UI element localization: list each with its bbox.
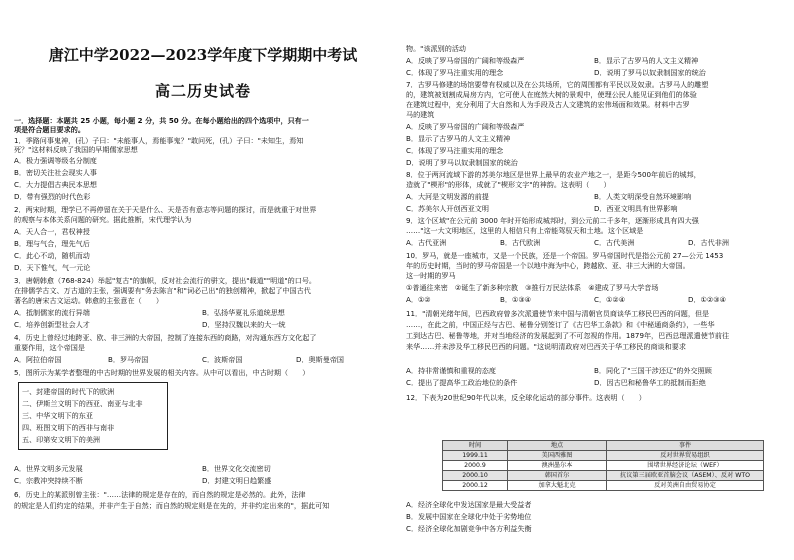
option: D．带有强烈的时代色彩	[14, 192, 91, 201]
option: A．世界文明多元发展	[14, 464, 83, 473]
option: A．阿拉伯帝国	[14, 355, 62, 364]
list-item: 三、中华文明下的东亚	[22, 411, 93, 420]
question-6-cont: 的规定是人们约定的结果，并非产生于自然；而自然的规定则是在先的，并非约定出来的"，据此可知	[14, 501, 330, 510]
option: A．持非常谨慎和重视的态度	[406, 366, 496, 375]
option: B．理与气合，理先气后	[14, 239, 90, 248]
table-cell: 澳洲墨尔本	[508, 461, 607, 471]
question-3-cont: 在排儒学古文、万古道的主张，强调要有"务去陈言"和"词必己出"的独创精神，掀起了中国古代	[14, 286, 311, 295]
option: A．反映了罗马帝国的广阔和等级森严	[406, 56, 525, 65]
question-6: 6．历史上的某派别曾主张："……法律的规定是存在的，而自然的规定是必然的。此外，法律	[14, 490, 306, 499]
question-4-cont: 重要作用，这个帝国是	[14, 343, 85, 352]
option: C．培养创新型社会人才	[14, 320, 90, 329]
exam-title: 唐江中学2022—2023学年度下学期期中考试	[48, 46, 358, 64]
question-11-cont: ……，在此之前，中国正经与古巴、秘鲁分别签订了《古巴华工条款》和《中秘通商条约》，一些华	[406, 320, 715, 329]
option: D．因古巴和秘鲁华工的抵制而拒绝	[594, 378, 706, 387]
option: D．西亚文明具有世界影响	[594, 204, 678, 213]
question-7: 7．古罗马修建的场馆要带有权威以及在公共场所，它的周围都有平民以及奴隶。古罗马人的雕塑	[406, 80, 709, 89]
option: A．极力强调等级名分制度	[14, 156, 97, 165]
option: D．说明了罗马以奴隶制国家的统治	[594, 68, 706, 77]
option: C．大力提倡古典民本思想	[14, 180, 97, 189]
question-1: 1．季路问事鬼神，(孔）子曰："未能事人，焉能事鬼？"敢问死，(孔）子曰："未知生，焉知	[14, 136, 304, 145]
list-item: 一、封建帝国的时代下的欧洲	[22, 387, 115, 396]
question-8: 8．位于两河流域下游的苏美尔地区是世界上最早的农业产地之一，是距今500年前后的城邦，	[406, 170, 701, 179]
option: B．古代欧洲	[500, 238, 541, 247]
question-12: 12．下表为20世纪90年代以来，反全球化运动的部分事件。这表明（ ）	[406, 393, 646, 402]
question-10-cont: 这一时期的罗马	[406, 271, 456, 280]
option: A．①②	[406, 295, 431, 304]
column-header: 地点	[508, 441, 607, 451]
option: B．显示了古罗马的人文主义精神	[406, 134, 511, 143]
question-6-end: 物。"该派别的活动	[406, 44, 467, 53]
table-row	[443, 451, 764, 461]
question-1-cont: 死？"这材料反映了我国的早期儒家思想	[14, 145, 138, 154]
question-10-items: ①普通往来密 ②诞生了新多种宗教 ③推行万民法体系 ④建成了罗马大学音场	[406, 283, 659, 292]
table-cell: 韩国首尔	[508, 471, 607, 481]
option: D．天下惟气，气一元论	[14, 263, 91, 272]
question-2: 2．两宋时期，理学已不再停留在关于天是什么、天是否有意志等问题的探讨，而是就重于对世界	[14, 205, 317, 214]
table-cell: 2000.10	[443, 471, 508, 481]
table-cell: 美国西雅图	[508, 451, 607, 461]
option: B．人类文明深受自然环境影响	[594, 192, 692, 201]
column-header: 事件	[607, 441, 764, 451]
question-3: 3．唐朝韩愈（768-824）举起"复古"的旗帜，反对社会流行的骈文，提出"载道""明道"的口号。	[14, 276, 317, 285]
table-cell: 1999.11	[443, 451, 508, 461]
option: B．同化了"三国干涉还辽"的外交照顾	[594, 366, 712, 375]
option: B．世界文化交流密切	[202, 464, 271, 473]
exam-subtitle: 高二历史试卷	[154, 82, 251, 100]
option: A．抵制儒家的流行异端	[14, 308, 90, 317]
question-7-cont: 马的建筑	[406, 110, 435, 119]
table-cell: 加拿大魁北克	[508, 481, 607, 491]
question-8-cont: 造就了"楔形"的形体，成就了"楔形文字"的神韵。这表明（ ）	[406, 180, 611, 189]
table-cell: 围堵世界经济论坛（WEF）	[607, 461, 764, 471]
option: C．经济全球化加剧竞争中各方利益失衡	[406, 524, 532, 533]
question-11-cont: 来华……并未涉及华工移民巴西的问题。"这说明清政府对巴西关于华工移民的商谈和要求	[406, 342, 686, 351]
column-header: 时间	[443, 441, 508, 451]
events-table	[442, 440, 764, 491]
table-cell: 2000.9	[443, 461, 508, 471]
option: C．波斯帝国	[202, 355, 243, 364]
question-11: 11．"清朝光绪年间，巴西政府曾多次派遣使节来中国与清朝官员商谈华工移民巴西的问题，但是	[406, 309, 710, 318]
question-10-cont: 年的历史时期，当时的罗马帝国是一个以地中海为中心，跨越欧、亚、非三大洲的大帝国。	[406, 261, 690, 270]
question-7-cont: 在建筑过程中，充分利用了大自然和人为手段及古人文建筑的宏伟场面和效果。材料中古罗	[406, 100, 690, 109]
question-9-cont: ……"这一大文明地区，这里的人相信只有上帝能驾驭天和土地。这个区域是	[406, 226, 644, 235]
option: A．古代亚洲	[406, 238, 447, 247]
option: B．显示了古罗马的人文主义精神	[594, 56, 699, 65]
option: D．古代非洲	[688, 238, 729, 247]
right-column	[406, 0, 784, 560]
table-row	[443, 481, 764, 491]
option: C．体现了罗马注重实用的理念	[406, 68, 504, 77]
question-10: 10．罗马，就是一座城市，又是一个民族，还是一个帝国。罗马帝国时代是指公元前 27—公元 1453	[406, 251, 724, 260]
question-9: 9．这个区域"在公元前 3000 年时开始形成城邦时，到公元前二千多年，逐渐形成具有四大强	[406, 216, 699, 225]
option: C．苏美尔人开创西亚文明	[406, 204, 489, 213]
table-cell: 反对世界贸易组织	[607, 451, 764, 461]
option: C．宗教冲突持续不断	[14, 476, 83, 485]
option: D．①②③④	[688, 295, 726, 304]
question-11-cont: 工到达古巴、秘鲁等地，并对当地经济的发展起到了不可忽视的作用。1879年，巴西总理派遣使节前往	[406, 331, 730, 340]
table-row	[443, 471, 764, 481]
option: C．此心不动，随机而动	[14, 251, 90, 260]
question-3-cont: 著名的唐宋古文运动。韩愈的主张意在（ ）	[14, 296, 163, 305]
option: D．坚持汉魏以来的大一统	[202, 320, 286, 329]
option: C．①②④	[594, 295, 626, 304]
option: A．经济全球化中发达国家是最大受益者	[406, 500, 532, 509]
table-cell: 抗议第三届欧亚首脑会议（ASEM）、反对 WTO	[607, 471, 764, 481]
option: B．密切关注社会现实人事	[14, 168, 97, 177]
option: B．弘扬华夏礼乐道统思想	[202, 308, 285, 317]
question-7-cont: 的，建筑被划割成局房方内，它可使人在庭然大树的景观中，使理公民人能见证到他们的体验	[406, 90, 697, 99]
table-header-row	[443, 441, 764, 451]
option: A．天人合一，君权神授	[14, 227, 90, 236]
table-cell: 反对美洲自由贸易协定	[607, 481, 764, 491]
option: B．①③④	[500, 295, 532, 304]
option: A．大河是文明发源的前提	[406, 192, 489, 201]
option: C．体现了罗马注重实用的理念	[406, 146, 504, 155]
list-item: 五、印第安文明下的美洲	[22, 435, 101, 444]
option: D．封建文明日趋繁盛	[202, 476, 272, 485]
table-row	[443, 461, 764, 471]
table-cell: 2000.12	[443, 481, 508, 491]
option: B．发展中国家在全球化中处于劣势地位	[406, 512, 532, 521]
option: A．反映了罗马帝国的广阔和等级森严	[406, 122, 525, 131]
section-heading-cont: 项是符合题目要求的。	[14, 125, 85, 134]
option: D．说明了罗马以奴隶制国家的统治	[406, 158, 518, 167]
question-2-cont: 的观察与本体关系问题的研究。据此推断，宋代理学认为	[14, 215, 192, 224]
left-column	[14, 0, 392, 560]
option: C．提出了提高华工政治地位的条件	[406, 378, 518, 387]
list-item: 四、班图文明下的西非与南非	[22, 423, 115, 432]
option: B．罗马帝国	[108, 355, 149, 364]
option: D．奥斯曼帝国	[296, 355, 345, 364]
question-5: 5．图所示为某学者整理的中古时期的世界发展的相关内容。从中可以看出，中古时期（ ）	[14, 368, 310, 377]
section-heading: 一．选择题：本题共 25 小题，每小题 2 分，共 50 分。在每小题给出的四个选项中，只有一	[14, 116, 309, 125]
question-4: 4．历史上曾经过地跨亚、欧、非三洲的大帝国，控制了连接东西的商路，对沟通东西方文化起了	[14, 333, 317, 342]
development-list-box	[18, 382, 168, 450]
option: C．古代美洲	[594, 238, 635, 247]
list-item: 二、伊斯兰文明下的西亚、南亚与北非	[22, 399, 143, 408]
